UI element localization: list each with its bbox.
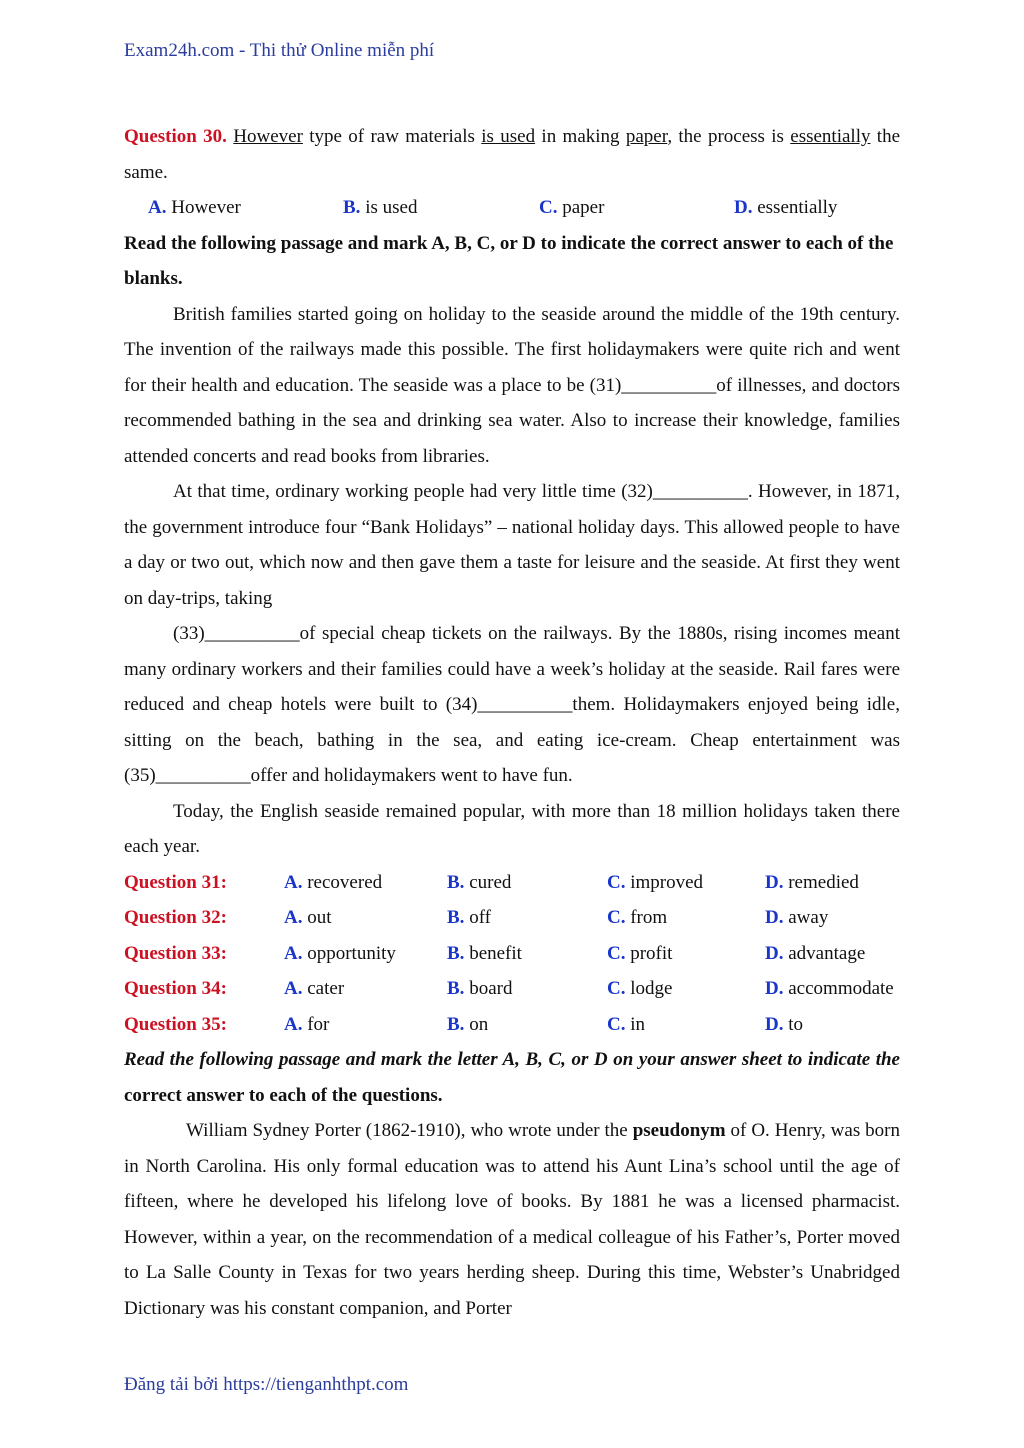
passage2-paragraph-1: William Sydney Porter (1862-1910), who wrote under the pseudonym of O. Henry, was born in North Carolina. His only formal education was to attend his Aunt Lina’s school until the age of fifteen, where he developed his lifelong love of books. By 1881 he was a licensed pharmacist. However, within a year, on the recommendation of a medical colleague of his Father’s, Porter moved to La Salle County in Texas for two years herding sheep. During this time, Webster’s Unabridged Dictionary was his constant companion, and Porter [124, 1120, 901, 1319]
option-b: B. benefit [447, 942, 522, 964]
passage-paragraph-4: Today, the English seaside remained popular, with more than 18 million holidays taken there each year. [124, 800, 900, 857]
option-a: A. out [284, 907, 332, 928]
question-label: Question 31: [124, 871, 227, 893]
option-b: B. on [447, 1013, 489, 1035]
option-c: C. in [607, 1013, 646, 1035]
option-a: A. cater [284, 978, 345, 999]
q30-option-c: C. paper [539, 197, 605, 218]
passage-paragraph-2: At that time, ordinary working people had very little time (32)__________. However, in 1871, the government introduce four “Bank Holidays” – national holiday days. This allowed people to have a day or two out, which now and then gave them a taste for leisure and the seaside. At first they went on day-trips, taking [124, 481, 900, 609]
question-label: Question 34: [124, 978, 227, 999]
question-32-row [124, 900, 914, 936]
option-a: A. opportunity [284, 942, 396, 964]
question-31-row [124, 865, 914, 901]
option-b: B. cured [447, 871, 512, 893]
option-c: C. lodge [607, 978, 673, 999]
question-35-row [124, 1007, 914, 1043]
page-footer[interactable]: Đăng tải bởi https://tienganhthpt.com [124, 1374, 409, 1395]
instruction-cloze: Read the following passage and mark A, B, C, or D to indicate the correct answer to each of the blanks. [124, 232, 894, 289]
question-33-row [124, 936, 914, 972]
page-header[interactable]: Exam24h.com - Thi thử Online miễn phí [124, 40, 435, 61]
option-c: C. profit [607, 942, 673, 964]
option-d: D. away [765, 907, 829, 928]
question-label: Question 35: [124, 1013, 227, 1035]
q30-text: type of raw materials [302, 126, 482, 147]
question-label: Question 32: [124, 907, 227, 928]
option-c: C. from [607, 907, 668, 928]
option-b: B. board [447, 978, 513, 999]
q30-option-d: D. essentially [734, 197, 838, 218]
document-body [124, 119, 900, 1326]
q30-text: , the process is [667, 126, 791, 147]
question-30 [124, 119, 900, 190]
q30-underlined-b: is used [481, 126, 536, 147]
passage-paragraph-3: (33)__________of special cheap tickets on the railways. By the 1880s, rising incomes meant many ordinary workers and their families could have a week’s holiday at the seaside. Rail fares were reduced and cheap hotels were built to (34)__________them. Holidaymakers enjoyed being idle, sitting on the beach, bathing in the sea, and eating ice-cream. Cheap entertainment was (35)__________offer and holidaymakers went to have fun. [124, 623, 900, 786]
option-d: D. remedied [765, 871, 859, 893]
passage-paragraph-1: British families started going on holiday to the seaside around the middle of the 19th century. The invention of the railways made this possible. The first holidaymakers were quite rich and went for their health and education. The seaside was a place to be (31)__________of illnesses, and doctors recommended bathing in the sea and drinking sea water. Also to increase their knowledge, families attended concerts and read books from libraries. [124, 303, 900, 467]
question-34-row [124, 971, 914, 1007]
option-d: D. advantage [765, 942, 866, 964]
q30-underlined-d: essentially [790, 126, 871, 147]
option-b: B. off [447, 907, 491, 928]
question-30-label: Question 30. [124, 126, 227, 147]
q30-option-a: A. However [148, 197, 241, 218]
option-c: C. improved [607, 871, 704, 893]
option-d: D. to [765, 1013, 804, 1035]
q30-option-b: B. is used [343, 197, 418, 218]
question-30-options [124, 190, 900, 226]
question-label: Question 33: [124, 942, 227, 964]
q30-text: in making [535, 126, 626, 147]
pseudonym-keyword: pseudonym [632, 1120, 726, 1141]
option-a: A. for [284, 1013, 330, 1035]
q30-underlined-c: paper [625, 126, 668, 147]
option-d: D. accommodate [765, 978, 894, 999]
option-a: A. recovered [284, 871, 383, 893]
instruction-reading: Read the following passage and mark the letter A, B, C, or D on your answer sheet to indicate the correct answer to each of the questions. [124, 1049, 900, 1106]
q30-underlined-a: However [233, 126, 303, 147]
q30-text: the same. [124, 126, 901, 183]
